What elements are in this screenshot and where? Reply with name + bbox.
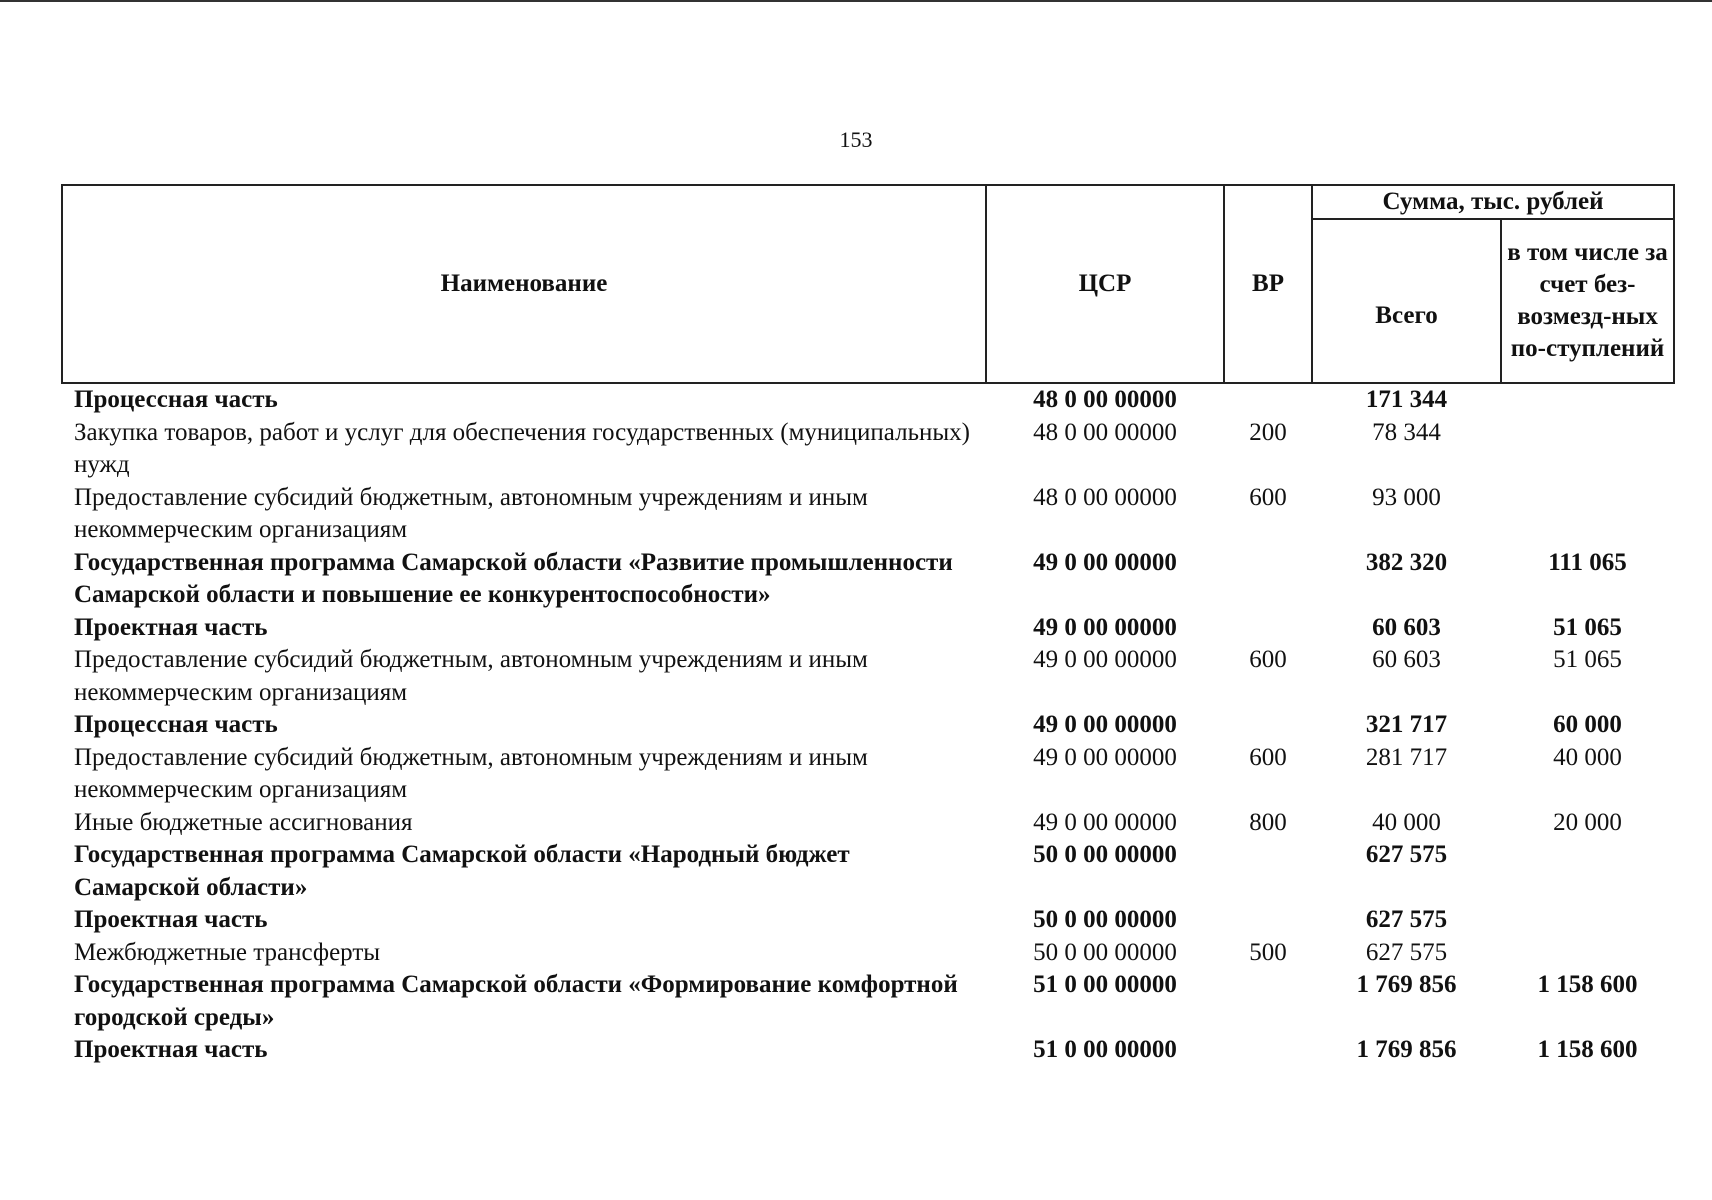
- row-csr: 49 0 00 00000: [1033, 548, 1177, 576]
- table-row: [62, 709, 1674, 742]
- table-row: [62, 904, 1674, 937]
- row-free-receipts: [1501, 417, 1674, 482]
- table-row: [62, 807, 1674, 840]
- row-csr: 49 0 00 00000: [1033, 808, 1177, 836]
- header-sum-group: Сумма, тыс. рублей: [1312, 185, 1674, 219]
- row-csr: 51 0 00 00000: [1033, 1036, 1177, 1063]
- table-row: [62, 547, 1674, 612]
- row-csr: 49 0 00 00000: [1033, 613, 1177, 641]
- table-row: [62, 969, 1674, 1034]
- table-row: [62, 742, 1674, 807]
- row-free-receipts: [1501, 839, 1674, 904]
- header-vr: ВР: [1224, 185, 1312, 383]
- row-vr: [1224, 969, 1312, 1034]
- row-csr: 48 0 00 00000: [1033, 483, 1177, 511]
- row-vr: [1224, 1034, 1312, 1067]
- budget-table: [61, 184, 1675, 1067]
- row-total: 93 000: [1372, 483, 1441, 511]
- header-name: Наименование: [62, 185, 986, 383]
- page-number-text: 153: [839, 127, 873, 152]
- table-body: [62, 383, 1674, 1067]
- header-free-receipts: в том числе за счет без-возмезд-ных по-ступлений: [1501, 219, 1674, 383]
- row-total: 321 717: [1365, 711, 1448, 738]
- row-total: 60 603: [1372, 613, 1441, 641]
- row-vr: [1224, 839, 1312, 904]
- row-vr: 600: [1249, 483, 1287, 511]
- table-row: [62, 482, 1674, 547]
- row-vr: [1224, 904, 1312, 937]
- row-csr: 49 0 00 00000: [1033, 646, 1177, 673]
- row-csr: 48 0 00 00000: [1033, 386, 1177, 413]
- row-vr: 200: [1249, 418, 1287, 446]
- table-row: [62, 417, 1674, 482]
- row-name: Проектная часть: [74, 613, 268, 641]
- row-free-receipts: 1 158 600: [1537, 1036, 1638, 1063]
- row-total: 627 575: [1365, 906, 1448, 933]
- row-total: 627 575: [1365, 938, 1448, 966]
- row-total: 171 344: [1365, 386, 1448, 413]
- row-total: 281 717: [1365, 743, 1448, 771]
- row-name: Закупка товаров, работ и услуг для обеспечения государственных (муниципальных) нужд: [74, 418, 970, 478]
- row-free-receipts: 20 000: [1553, 808, 1622, 836]
- row-name: Иные бюджетные ассигнования: [74, 808, 413, 836]
- row-name: Предоставление субсидий бюджетным, автономным учреждениям и иным некоммерческим организациям: [74, 483, 868, 543]
- row-vr: 600: [1249, 743, 1287, 771]
- table-row: [62, 839, 1674, 904]
- table-row: [62, 612, 1674, 645]
- table-row: [62, 383, 1674, 417]
- row-vr: [1224, 383, 1312, 417]
- row-free-receipts: 60 000: [1553, 711, 1622, 738]
- row-csr: 48 0 00 00000: [1033, 418, 1177, 446]
- row-vr: [1224, 709, 1312, 742]
- row-csr: 49 0 00 00000: [1033, 711, 1177, 738]
- row-total: 78 344: [1372, 418, 1441, 446]
- row-free-receipts: [1501, 937, 1674, 970]
- row-total: 1 769 856: [1356, 1036, 1457, 1063]
- row-name: Государственная программа Самарской области «Народный бюджет Самарской области»: [74, 841, 850, 901]
- row-total: 627 575: [1365, 841, 1448, 868]
- row-name: Проектная часть: [74, 1036, 268, 1063]
- header-csr: ЦСР: [986, 185, 1224, 383]
- row-csr: 50 0 00 00000: [1033, 841, 1177, 868]
- row-free-receipts: [1501, 904, 1674, 937]
- row-name: Процессная часть: [74, 711, 278, 738]
- row-csr: 49 0 00 00000: [1033, 743, 1177, 771]
- header-total: Всего: [1312, 219, 1501, 383]
- row-free-receipts: [1501, 482, 1674, 547]
- row-total: 382 320: [1365, 548, 1448, 576]
- row-csr: 50 0 00 00000: [1033, 906, 1177, 933]
- row-free-receipts: 111 065: [1548, 548, 1627, 576]
- row-vr: 800: [1249, 808, 1287, 836]
- row-free-receipts: 51 065: [1553, 613, 1622, 641]
- row-csr: 51 0 00 00000: [1033, 971, 1177, 998]
- top-border-line: [0, 0, 1712, 2]
- row-vr: [1224, 547, 1312, 612]
- table-header: [62, 185, 1674, 383]
- row-vr: 600: [1249, 646, 1287, 673]
- row-free-receipts: 51 065: [1553, 646, 1622, 673]
- row-vr: [1224, 612, 1312, 645]
- row-name: Предоставление субсидий бюджетным, автономным учреждениям и иным некоммерческим организациям: [74, 743, 868, 803]
- row-free-receipts: 1 158 600: [1537, 971, 1638, 998]
- row-total: 1 769 856: [1356, 971, 1457, 998]
- table-row: [62, 937, 1674, 970]
- row-free-receipts: [1501, 383, 1674, 417]
- row-name: Предоставление субсидий бюджетным, автономным учреждениям и иным некоммерческим организациям: [74, 646, 868, 706]
- row-name: Межбюджетные трансферты: [74, 938, 381, 966]
- table-row: [62, 1034, 1674, 1067]
- row-name: Проектная часть: [74, 906, 268, 933]
- row-csr: 50 0 00 00000: [1033, 938, 1177, 966]
- table-row: [62, 644, 1674, 709]
- row-name: Процессная часть: [74, 386, 278, 413]
- row-total: 40 000: [1372, 808, 1441, 836]
- row-name: Государственная программа Самарской области «Формирование комфортной городской среды»: [74, 971, 958, 1031]
- row-vr: 500: [1249, 938, 1287, 966]
- row-name: Государственная программа Самарской области «Развитие промышленности Самарской области и повышение ее конкурентоспособности»: [74, 548, 953, 608]
- page-number: [0, 127, 1712, 153]
- row-total: 60 603: [1372, 646, 1441, 673]
- row-free-receipts: 40 000: [1553, 743, 1622, 771]
